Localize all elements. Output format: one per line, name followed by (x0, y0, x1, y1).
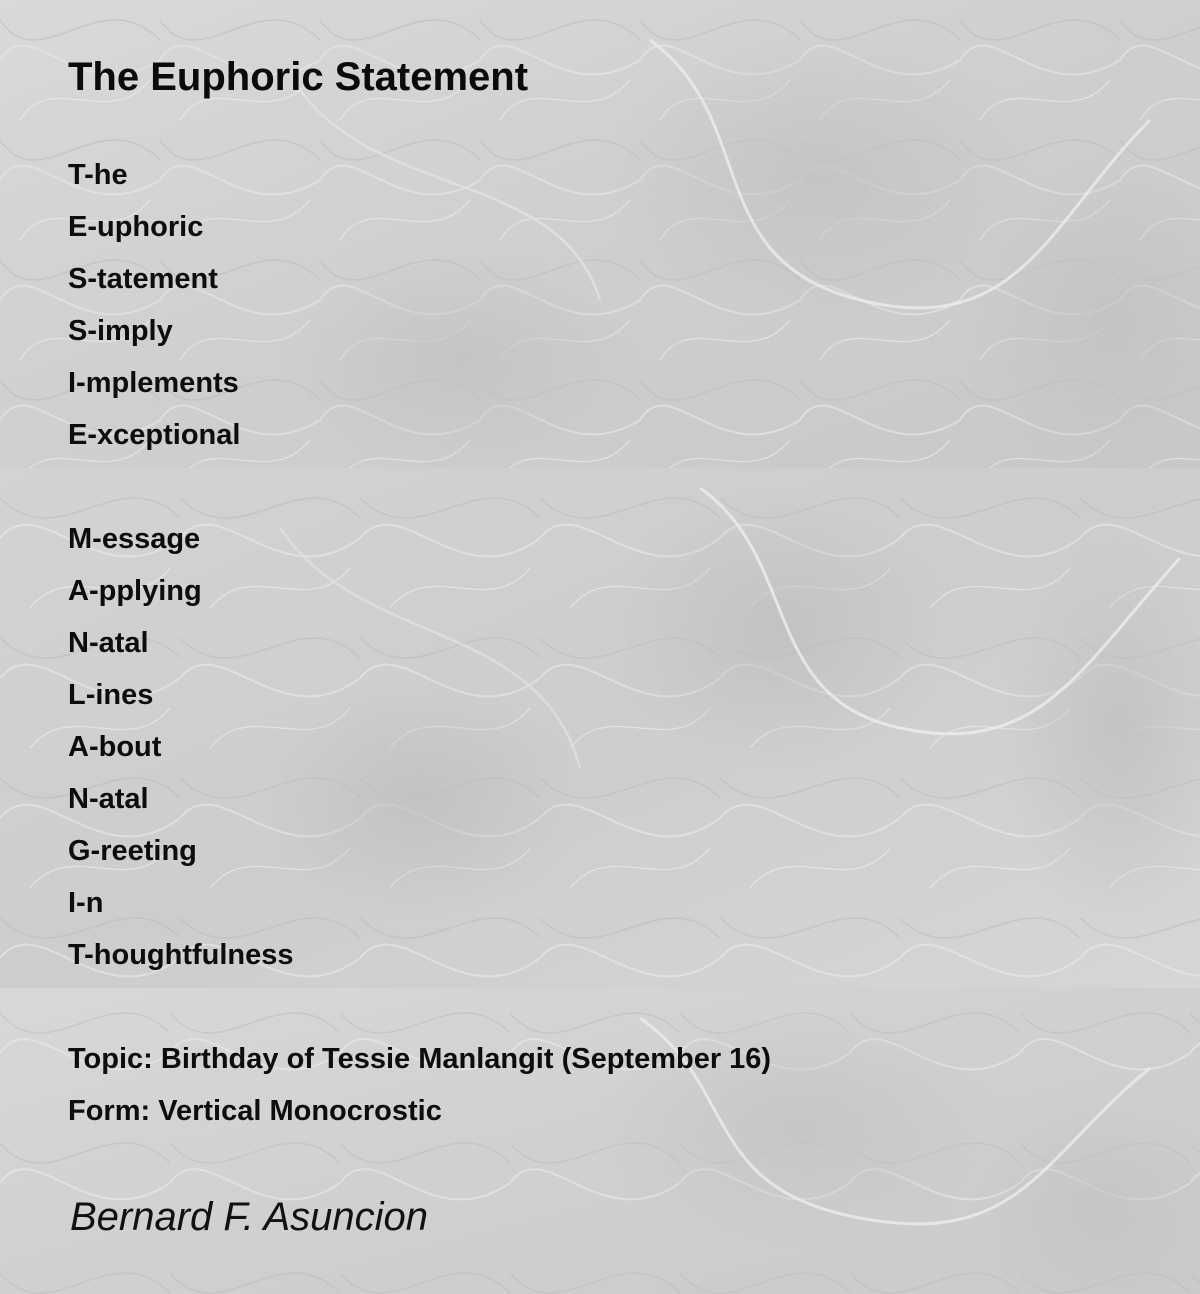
poem-line: N-atal (68, 783, 149, 815)
poem-line: S-imply (68, 315, 173, 347)
poem-line: T-houghtfulness (68, 939, 294, 971)
poem-line: L-ines (68, 679, 154, 711)
poem-line: A-bout (68, 731, 162, 763)
poem-line: G-reeting (68, 835, 197, 867)
poem-line: S-tatement (68, 263, 218, 295)
poem-author: Bernard F. Asuncion (70, 1195, 428, 1239)
poem-line: I-mplements (68, 367, 239, 399)
poem-title: The Euphoric Statement (68, 55, 529, 99)
poem-line: A-pplying (68, 575, 202, 607)
stanza-1 (68, 149, 240, 461)
poem-line: E-xceptional (68, 419, 241, 451)
poem-line: T-he (68, 159, 128, 191)
poem-line: M-essage (68, 523, 201, 555)
stanza-2 (68, 513, 294, 981)
poem-line: N-atal (68, 627, 149, 659)
poem-line: I-n (68, 887, 104, 919)
poem-line: E-uphoric (68, 211, 204, 243)
poem-meta (68, 1033, 771, 1137)
poem-form: Form: Vertical Monocrostic (68, 1095, 442, 1127)
poem-topic: Topic: Birthday of Tessie Manlangit (September 16) (68, 1043, 772, 1075)
